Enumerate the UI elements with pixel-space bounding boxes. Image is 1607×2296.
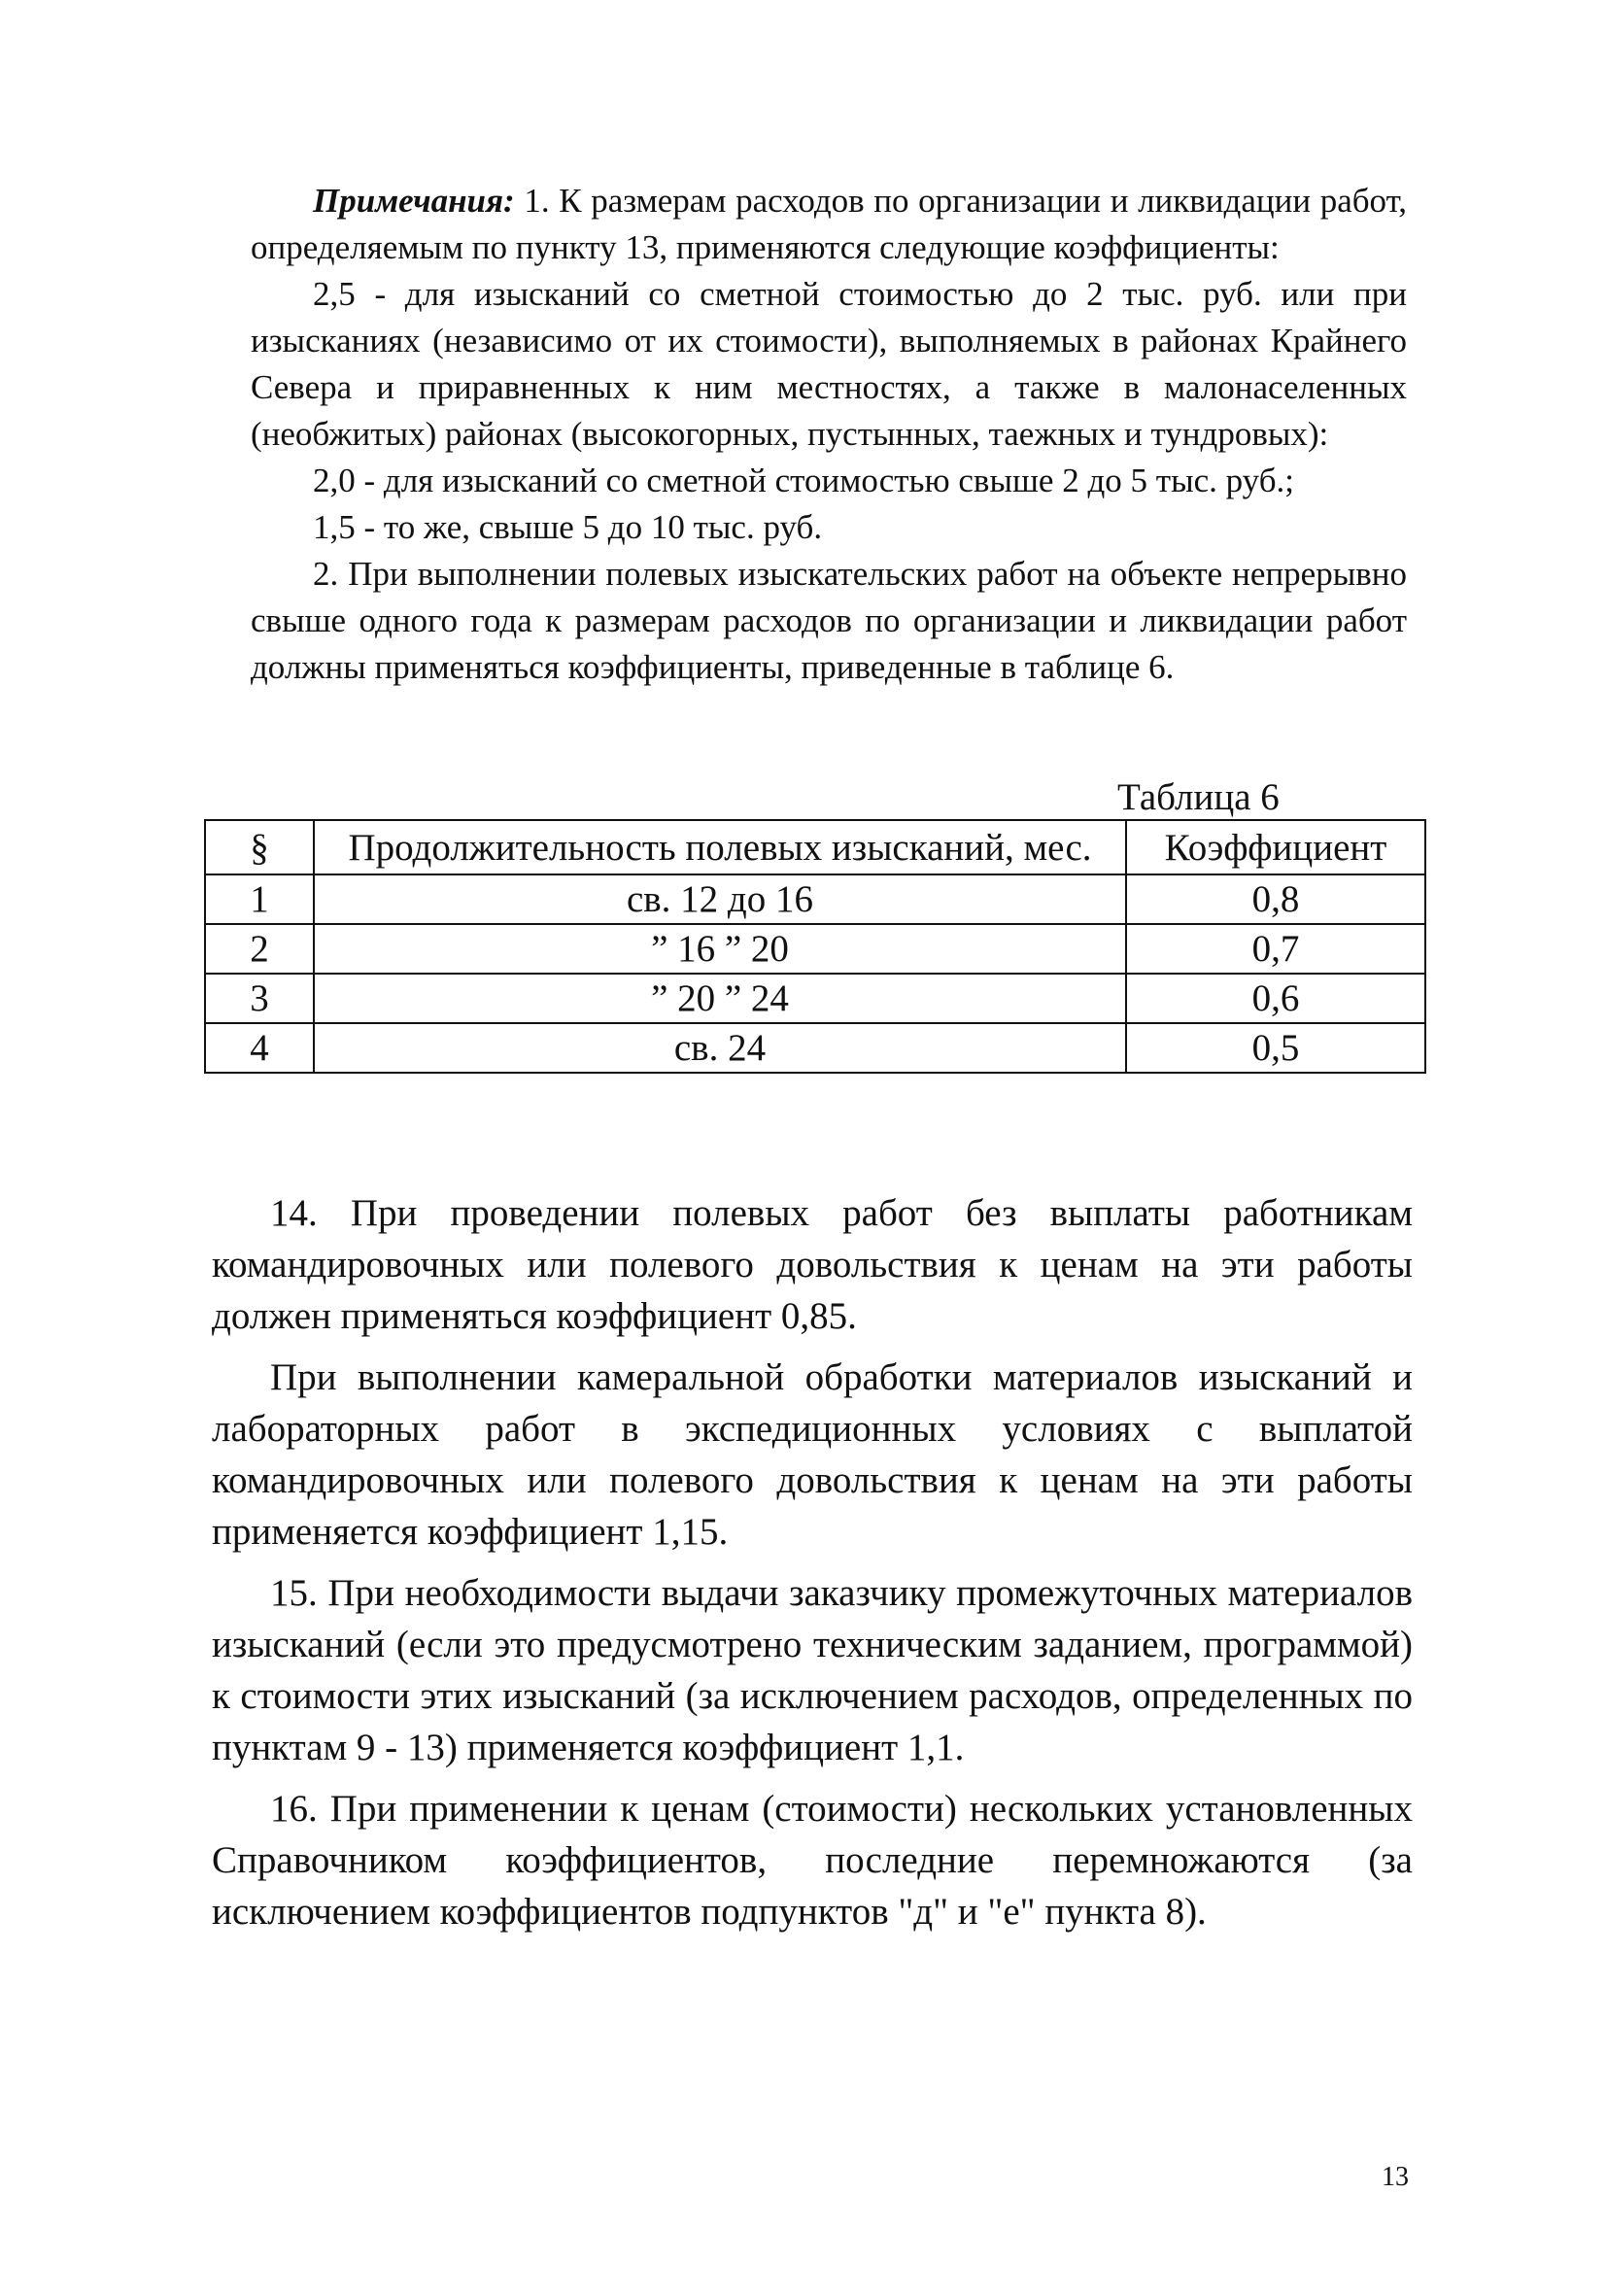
note-1-item-c: 1,5 - то же, свыше 5 до 10 тыс. руб. [313, 508, 823, 546]
header-coefficient: Коэффициент [1126, 820, 1425, 874]
cell-section: 1 [205, 874, 314, 924]
note-1-text: 1. К размерам расходов по организации и ликвидации работ, определяемым по пункту 13, применяются следующие коэффициенты: [251, 182, 1407, 266]
notes-block [251, 178, 1407, 691]
cell-section: 2 [205, 924, 314, 974]
cell-coefficient: 0,8 [1126, 874, 1425, 924]
notes-heading: Примечания: [313, 182, 515, 220]
coefficient-table [204, 819, 1426, 1074]
paragraph-16: 16. При применении к ценам (стоимости) нескольких установленных Справочником коэффициентов, последние перемножаются (за исключением коэффициентов подпунктов "д" и "е" пункта 8). [212, 1788, 1413, 1933]
table-header-row [205, 820, 1425, 874]
note-1-intro [251, 178, 1407, 271]
header-duration: Продолжительность полевых изысканий, мес. [314, 820, 1126, 874]
body-text [212, 1187, 1413, 1947]
cell-duration: ” 16 ” 20 [314, 924, 1126, 974]
note-1-item-b: 2,0 - для изысканий со сметной стоимостью свыше 2 до 5 тыс. руб.; [313, 462, 1294, 499]
table-row [205, 874, 1425, 924]
note-1-item-a: 2,5 - для изысканий со сметной стоимостью до 2 тыс. руб. или при изысканиях (независимо от их стоимости), выполняемых в районах Крайнего Севера и приравненных к ним местностях, а также в малонаселенных (необжитых) районах (высокогорных, пустынных, таежных и тундровых): [251, 275, 1407, 453]
cell-coefficient: 0,7 [1126, 924, 1425, 974]
note-2: 2. При выполнении полевых изыскательских работ на объекте непрерывно свыше одного года к размерам расходов по организации и ликвидации работ должны применяться коэффициенты, приведенные в таблице 6. [251, 555, 1407, 686]
cell-coefficient: 0,6 [1126, 974, 1425, 1023]
page-number: 13 [1382, 2162, 1409, 2192]
table-row [205, 1023, 1425, 1073]
table-row [205, 974, 1425, 1023]
paragraph-14: 14. При проведении полевых работ без выплаты работникам командировочных или полевого довольствия к ценам на эти работы должен применяться коэффициент 0,85. [212, 1192, 1413, 1337]
cell-duration: ” 20 ” 24 [314, 974, 1126, 1023]
header-section: § [205, 820, 314, 874]
cell-duration: св. 12 до 16 [314, 874, 1126, 924]
table-row [205, 924, 1425, 974]
cell-section: 3 [205, 974, 314, 1023]
paragraph-14-cameral: При выполнении камеральной обработки материалов изысканий и лабораторных работ в экспедиционных условиях с выплатой командировочных или полевого довольствия к ценам на эти работы применяется коэффициент 1,15. [212, 1356, 1413, 1553]
paragraph-15: 15. При необходимости выдачи заказчику промежуточных материалов изысканий (если это предусмотрено техническим заданием, программой) к стоимости этих изысканий (за исключением расходов, определенных по пунктам 9 - 13) применяется коэффициент 1,1. [212, 1572, 1413, 1768]
table-caption: Таблица 6 [1117, 776, 1280, 818]
cell-coefficient: 0,5 [1126, 1023, 1425, 1073]
cell-duration: св. 24 [314, 1023, 1126, 1073]
cell-section: 4 [205, 1023, 314, 1073]
